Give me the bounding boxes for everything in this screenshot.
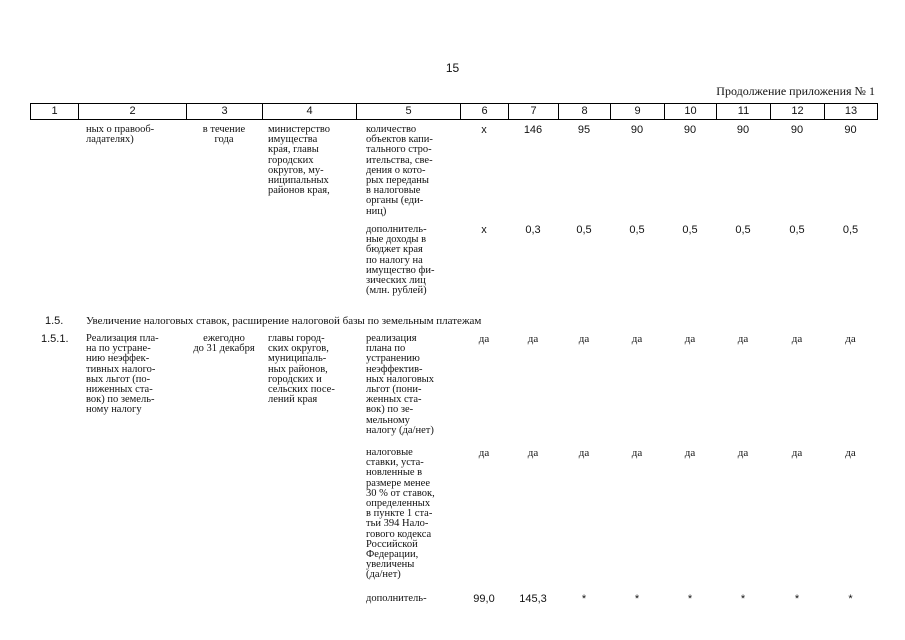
row-1-5-1-indicator-1-values-col11: да <box>737 333 749 345</box>
header-col-13: 13 <box>825 104 878 120</box>
section-number: 1.5. <box>45 315 64 327</box>
row-a-indicator-1-values-col8: 95 <box>577 124 591 136</box>
row-1-5-1-number: 1.5.1. <box>41 333 69 345</box>
row-1-5-1-indicator-3-values-col10: * <box>687 593 693 605</box>
row-1-5-1-indicator-1-values-col7: да <box>527 333 539 345</box>
row-1-5-1-indicator-1-values-col6: да <box>478 333 490 345</box>
row-a-indicator-1-values-col12: 90 <box>790 124 804 136</box>
row-1-5-1-indicator-3-values-col12: * <box>794 593 800 605</box>
row-1-5-1-indicator-2-values-col8: да <box>578 447 590 459</box>
row-1-5-1-indicator-2-values-col10: да <box>684 447 696 459</box>
header-col-9: 9 <box>611 104 665 120</box>
row-1-5-1-indicator-3-values-col13: * <box>848 593 853 605</box>
row-a-indicator-2-values-col9: 0,5 <box>629 224 645 236</box>
header-col-11: 11 <box>717 104 771 120</box>
row-a-indicator-1-values-col11: 90 <box>736 124 750 136</box>
row-1-5-1-indicator-2-values-col6: да <box>478 447 490 459</box>
header-col-12: 12 <box>771 104 825 120</box>
header-col-1: 1 <box>31 104 79 120</box>
row-1-5-1-indicator-3-values-col11: * <box>740 593 746 605</box>
row-1-5-1-indicator-3-values-col8: * <box>581 593 587 605</box>
row-1-5-1-indicator-1-values-col10: да <box>684 333 696 345</box>
column-number-header <box>30 103 878 120</box>
row-1-5-1-indicator-1-values-col8: да <box>578 333 590 345</box>
row-a-indicator-1-values-col9: 90 <box>630 124 644 136</box>
row-a-indicator-1: количество объектов капи- тального стро- ительства, све- дения о кото- рых переданы в налоговые органы (еди- ниц) <box>366 124 433 217</box>
row-1-5-1-indicator-2-values-col7: да <box>527 447 539 459</box>
row-1-5-1-executor: главы город- ских округов, муниципаль- ных районов, городских и сельских посе- лений края <box>268 333 335 406</box>
row-1-5-1-indicator-2-values-col11: да <box>737 447 749 459</box>
row-1-5-1-indicator-2: налоговые ставки, уста- новленные в размере менее 30 % от ставок, определенных в пункте 1 ста- тьи 394 Нало- гового кодекса Российской Федерации, увеличены (да/нет) <box>366 447 435 581</box>
row-a-indicator-1-values-col7: 146 <box>523 124 543 136</box>
row-a-indicator-2-values-col8: 0,5 <box>576 224 592 236</box>
section-title: Увеличение налоговых ставок, расширение налоговой базы по земельным платежам <box>86 315 482 327</box>
row-a-indicator-1-values-col10: 90 <box>683 124 697 136</box>
row-a-indicator-2-values-col11: 0,5 <box>735 224 751 236</box>
row-1-5-1-indicator-3-values-col9: * <box>634 593 640 605</box>
page-number: 15 <box>445 61 460 75</box>
row-1-5-1-indicator-3-values-col6: 99,0 <box>473 593 495 605</box>
row-a-indicator-2: дополнитель- ные доходы в бюджет края по налогу на имущество фи- зических лиц (млн. рублей) <box>366 224 435 297</box>
row-1-5-1-indicator-1-values-col9: да <box>631 333 643 345</box>
row-a-deadline: в течение года <box>202 124 246 146</box>
header-col-4: 4 <box>263 104 357 120</box>
row-1-5-1-indicator-1-values-col12: да <box>791 333 803 345</box>
header-col-8: 8 <box>559 104 611 120</box>
header-col-3: 3 <box>187 104 263 120</box>
row-a-executor: министерство имущества края, главы городских округов, му- ниципальных районов края, <box>268 124 331 197</box>
row-1-5-1-indicator-2-values-col13: да <box>845 447 856 459</box>
row-a-indicator-2-values-col6: x <box>481 224 487 236</box>
row-1-5-1-indicator-1: реализация плана по устранению неэффектив- ных налоговых льгот (пони- женных ста- вок) по зе- мельному налогу (да/нет) <box>366 333 434 436</box>
row-1-5-1-indicator-3-values-col7: 145,3 <box>519 593 547 605</box>
continuation-label: Продолжение приложения № 1 <box>716 84 875 98</box>
header-col-6: 6 <box>461 104 509 120</box>
header-col-7: 7 <box>509 104 559 120</box>
row-a-indicator-2-values-col12: 0,5 <box>789 224 805 236</box>
header-col-2: 2 <box>79 104 187 120</box>
header-col-10: 10 <box>665 104 717 120</box>
row-a-indicator-2-values-col7: 0,3 <box>525 224 541 236</box>
row-1-5-1-indicator-2-values-col9: да <box>631 447 643 459</box>
row-a-indicator-2-values-col10: 0,5 <box>682 224 698 236</box>
row-a-measure: ных о правооб- ладателях) <box>86 124 155 146</box>
row-a-indicator-2-values-col13: 0,5 <box>842 224 859 236</box>
row-a-indicator-1-values-col13: 90 <box>844 124 857 136</box>
row-1-5-1-measure: Реализация пла- на по устране- нию неэффек- тивных налого- вых льгот (по- ниженных ста- вок) по земель- ному налогу <box>86 333 159 416</box>
header-col-5: 5 <box>357 104 461 120</box>
row-1-5-1-indicator-2-values-col12: да <box>791 447 803 459</box>
row-a-indicator-1-values-col6: x <box>481 124 487 136</box>
row-1-5-1-deadline: ежегодно до 31 декабря <box>193 333 255 355</box>
row-1-5-1-indicator-1-values-col13: да <box>845 333 856 345</box>
row-1-5-1-indicator-3: дополнитель- <box>366 593 427 604</box>
